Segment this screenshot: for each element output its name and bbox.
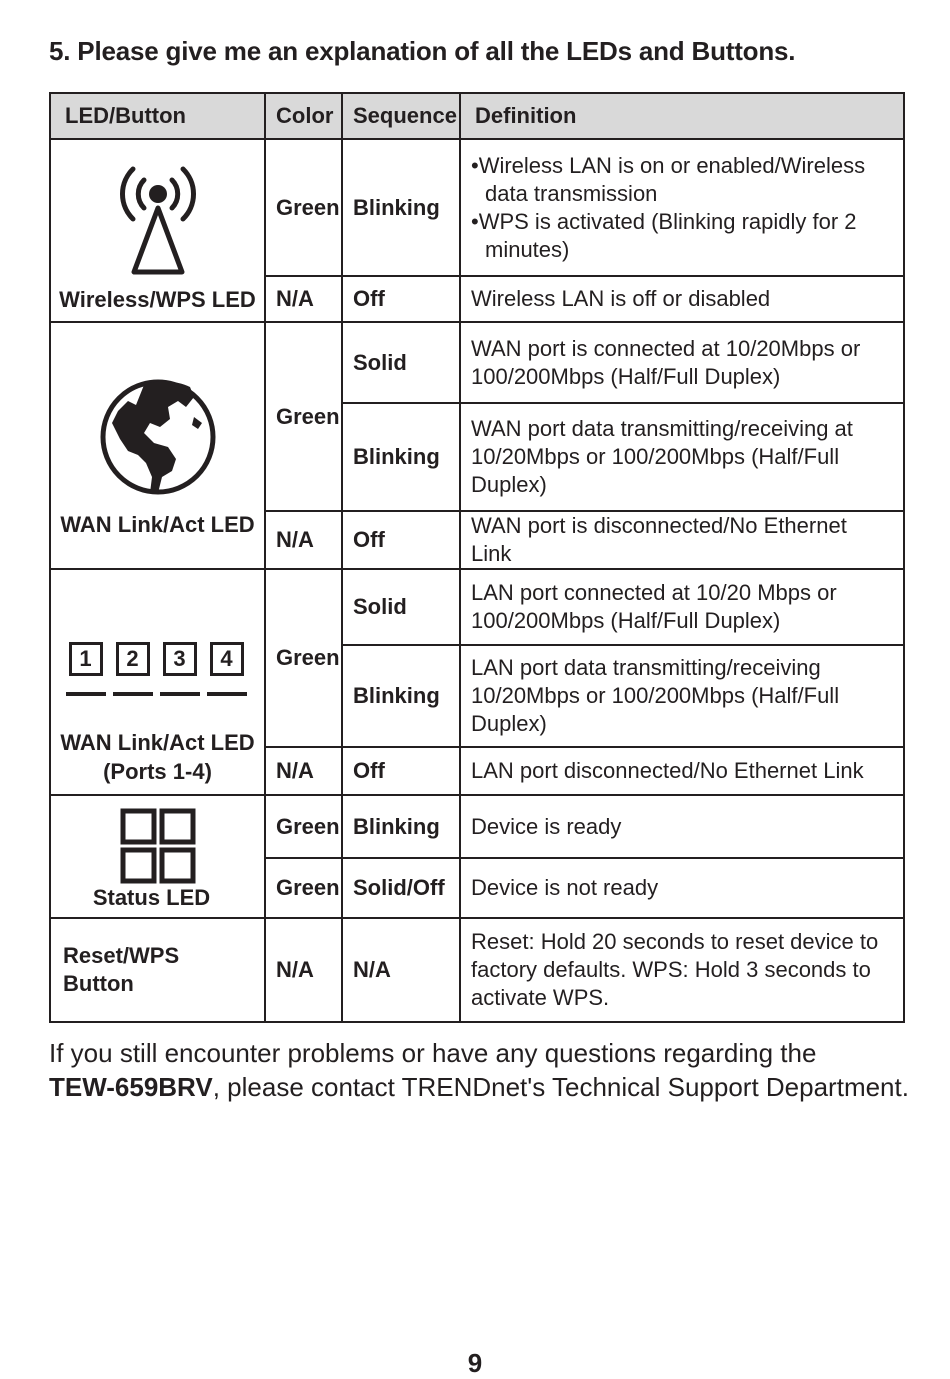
lan-definition-solid: LAN port connected at 10/20 Mbps or 100/200Mbps (Half/Full Duplex) <box>460 569 904 645</box>
lan-led-label-line2: (Ports 1-4) <box>103 759 212 784</box>
globe-icon <box>98 377 218 497</box>
header-color: Color <box>265 93 342 139</box>
wan-color-na: N/A <box>265 511 342 569</box>
reset-definition: Reset: Hold 20 seconds to reset device to factory defaults. WPS: Hold 3 seconds to activate WPS. <box>460 918 904 1022</box>
wan-seq-solid: Solid <box>342 322 460 403</box>
wan-definition-solid: WAN port is connected at 10/20Mbps or 100/200Mbps (Half/Full Duplex) <box>460 322 904 403</box>
lan-seq-solid: Solid <box>342 569 460 645</box>
port-4-bar <box>207 692 247 696</box>
status-definition-ready: Device is ready <box>460 795 904 858</box>
reset-color: N/A <box>265 918 342 1022</box>
definition-bullet: •WPS is activated (Blinking rapidly for 2 minutes) <box>471 208 857 262</box>
wireless-definition-off: Wireless LAN is off or disabled <box>460 276 904 322</box>
support-note-line2: , please contact TRENDnet's Technical Support Department. <box>212 1072 909 1102</box>
support-note-line1: If you still encounter problems or have any questions regarding the <box>49 1038 817 1068</box>
wan-color-green: Green <box>265 322 342 511</box>
table-header-row <box>50 93 904 139</box>
page-number: 9 <box>467 1348 483 1378</box>
lan-seq-blinking: Blinking <box>342 645 460 747</box>
port-1-box: 1 <box>69 642 103 676</box>
status-seq-solid-off: Solid/Off <box>342 858 460 918</box>
table-row <box>50 918 904 1022</box>
definition-bullet: •Wireless LAN is on or enabled/Wireless data transmission <box>471 152 866 206</box>
wan-definition-blinking: WAN port data transmitting/receiving at 10/20Mbps or 100/200Mbps (Half/Full Duplex) <box>460 403 904 511</box>
wireless-led-label: Wireless/WPS LED <box>59 287 256 312</box>
header-sequence: Sequence <box>342 93 460 139</box>
wireless-definition-blinking <box>460 139 904 276</box>
page-heading: 5. Please give me an explanation of all the LEDs and Buttons. <box>49 36 796 66</box>
status-led-label: Status LED <box>92 885 211 910</box>
led-button-table <box>49 92 905 1023</box>
lan-ports-icon <box>66 642 250 702</box>
lan-color-na: N/A <box>265 747 342 795</box>
header-led-button: LED/Button <box>50 93 265 139</box>
wireless-seq-off: Off <box>342 276 460 322</box>
port-4-box: 4 <box>210 642 244 676</box>
lan-seq-off: Off <box>342 747 460 795</box>
status-grid-icon <box>120 808 196 884</box>
table-row <box>50 322 904 403</box>
status-seq-blinking: Blinking <box>342 795 460 858</box>
lan-color-green: Green <box>265 569 342 747</box>
status-color-green-2: Green <box>265 858 342 918</box>
wan-led-cell <box>50 322 265 569</box>
reset-button-label: Reset/WPS Button <box>50 918 265 1022</box>
wan-seq-blinking: Blinking <box>342 403 460 511</box>
header-definition: Definition <box>460 93 904 139</box>
model-name: TEW-659BRV <box>49 1072 213 1102</box>
port-3-box: 3 <box>163 642 197 676</box>
reset-sequence: N/A <box>342 918 460 1022</box>
port-1-bar <box>66 692 106 696</box>
lan-definition-blinking: LAN port data transmitting/receiving 10/20Mbps or 100/200Mbps (Half/Full Duplex) <box>460 645 904 747</box>
status-led-cell <box>50 795 265 918</box>
wireless-antenna-icon <box>116 158 200 276</box>
wan-definition-off: WAN port is disconnected/No Ethernet Link <box>460 511 904 569</box>
status-definition-not-ready: Device is not ready <box>460 858 904 918</box>
wan-led-label: WAN Link/Act LED <box>60 512 255 537</box>
lan-led-cell <box>50 569 265 795</box>
table-row <box>50 569 904 645</box>
table-row <box>50 139 904 276</box>
port-2-bar <box>113 692 153 696</box>
port-3-bar <box>160 692 200 696</box>
wireless-seq-blinking: Blinking <box>342 139 460 276</box>
lan-definition-off: LAN port disconnected/No Ethernet Link <box>460 747 904 795</box>
port-2-box: 2 <box>116 642 150 676</box>
wireless-led-cell <box>50 139 265 322</box>
table-row <box>50 795 904 858</box>
wireless-color-green: Green <box>265 139 342 276</box>
wireless-color-na: N/A <box>265 276 342 322</box>
wan-seq-off: Off <box>342 511 460 569</box>
lan-led-label-line1: WAN Link/Act LED <box>60 730 255 755</box>
support-note <box>49 1036 909 1104</box>
status-color-green-1: Green <box>265 795 342 858</box>
